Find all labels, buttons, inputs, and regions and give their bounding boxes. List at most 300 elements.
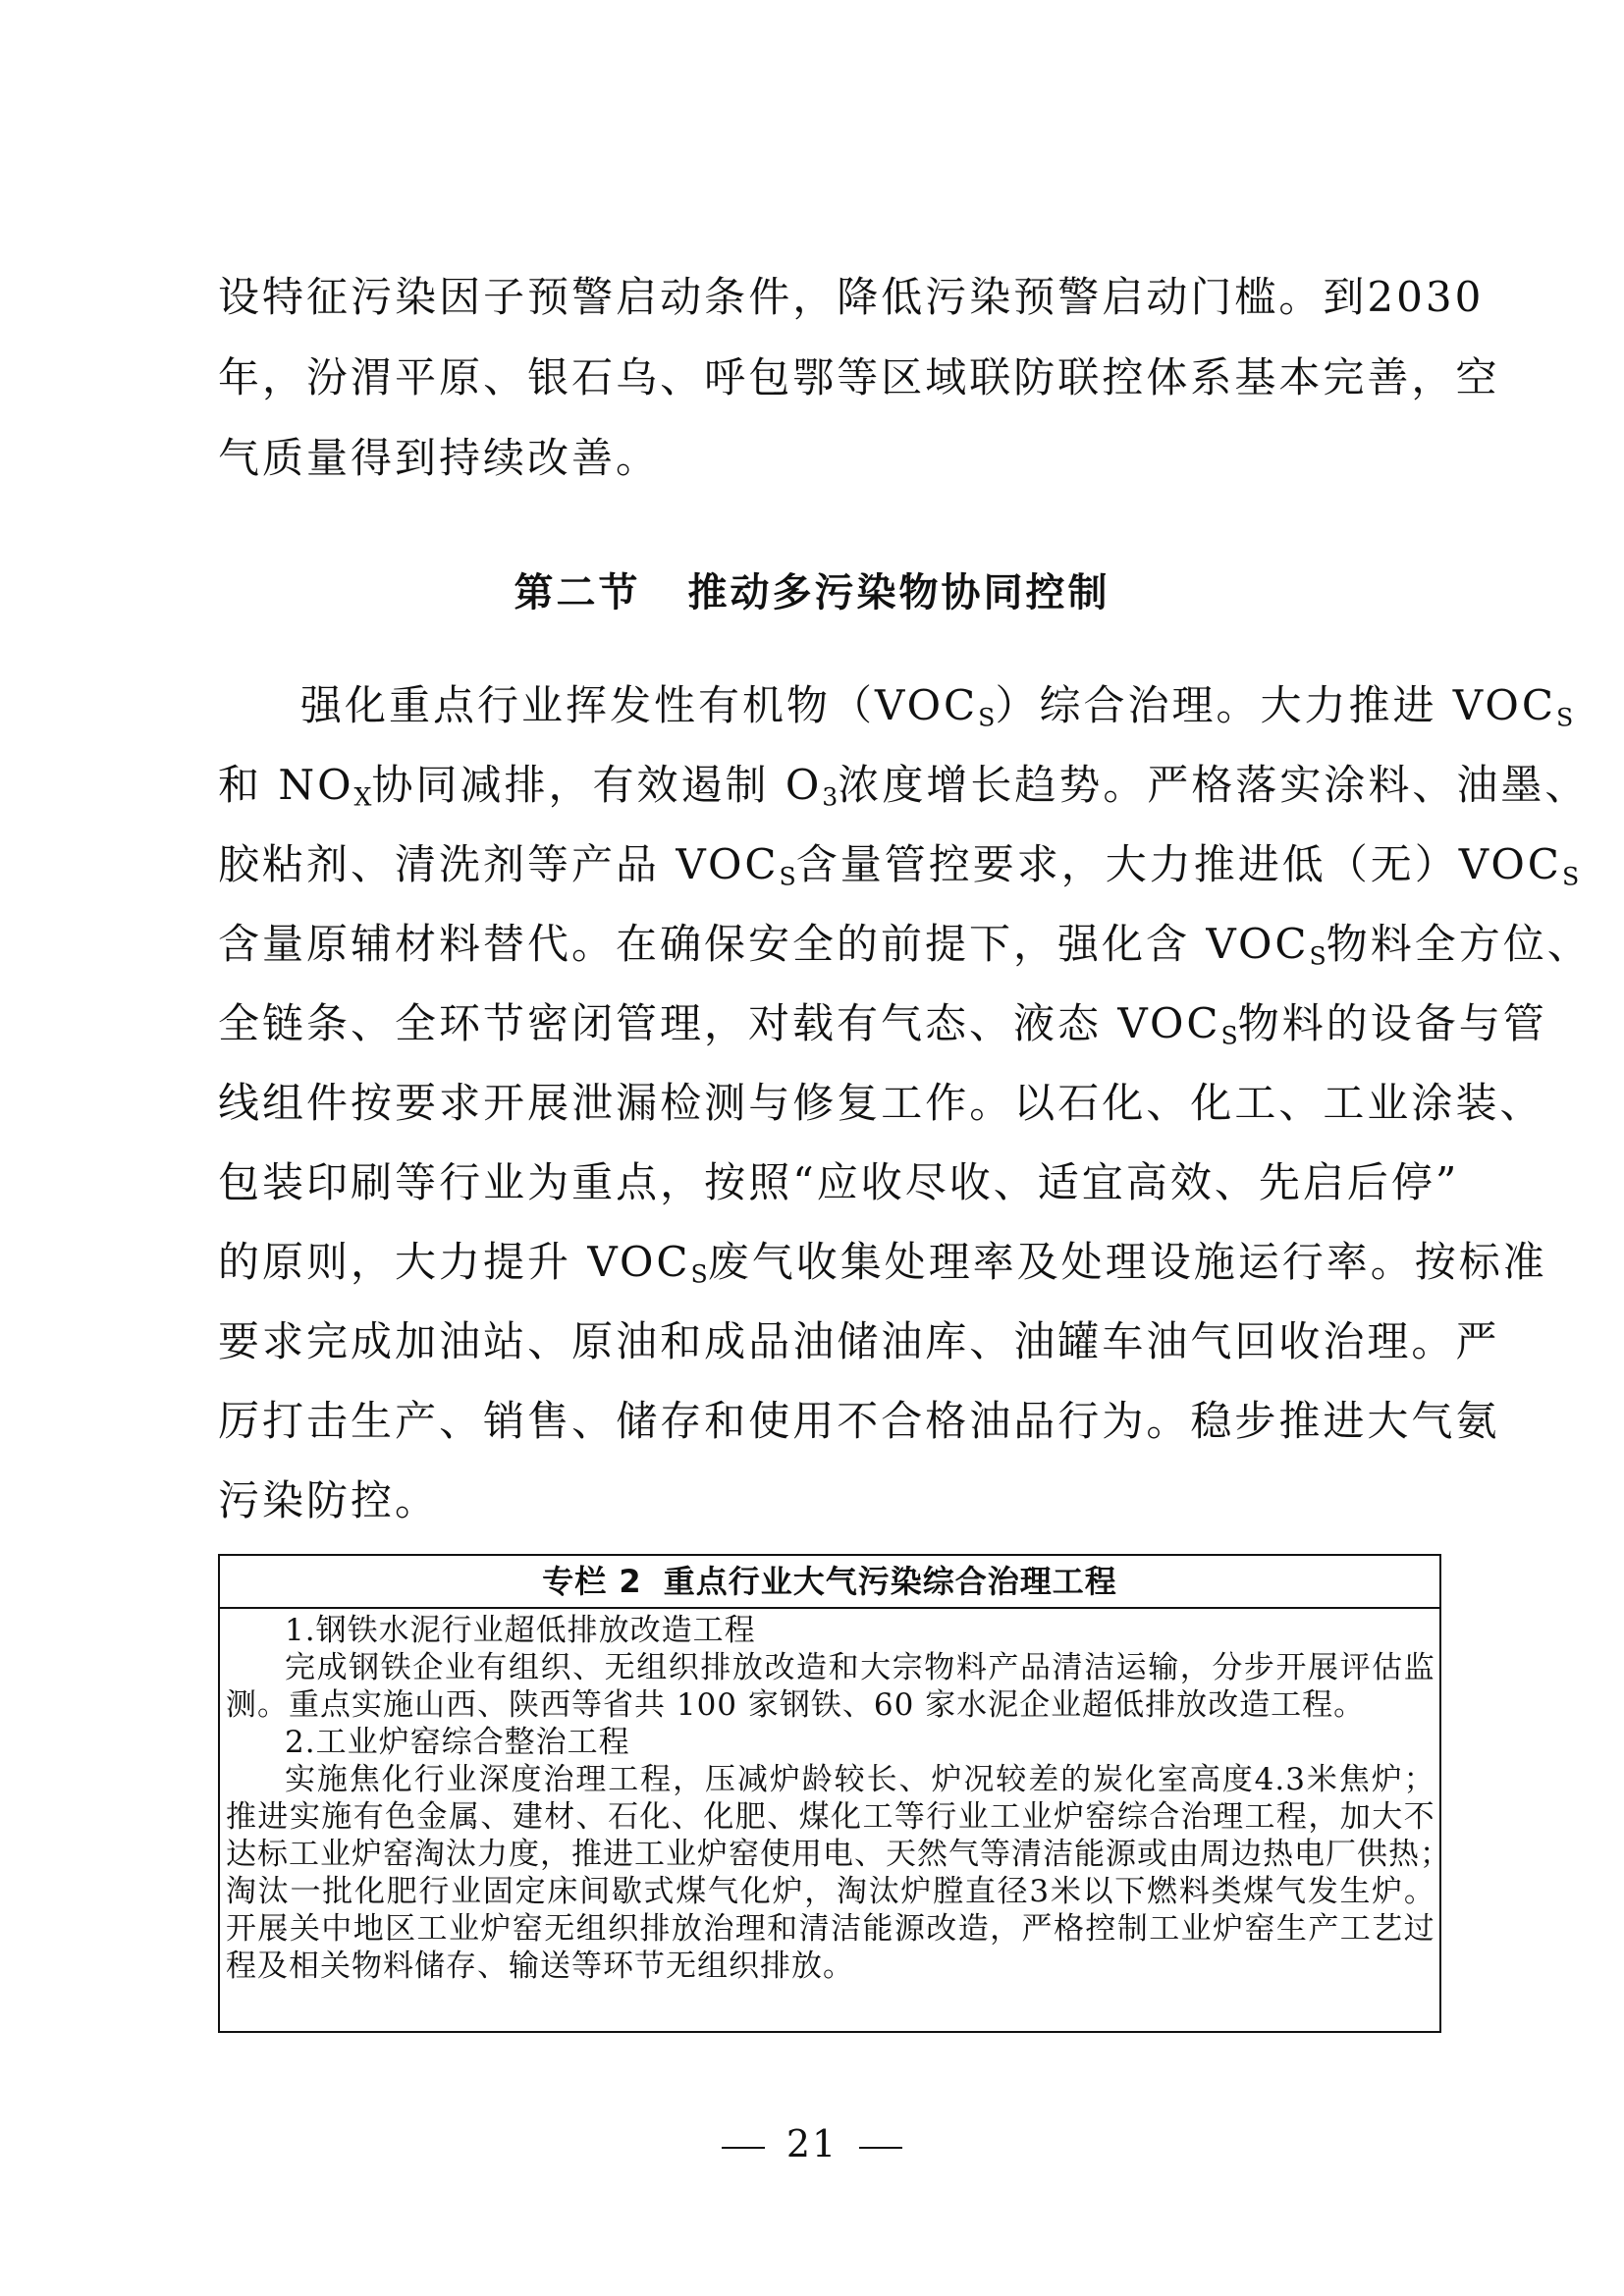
glyph: 供 [1357, 1837, 1388, 1872]
glyph: 启 [1102, 273, 1147, 321]
glyph: 等 [395, 1158, 440, 1206]
glyph: 漏 [616, 1079, 661, 1127]
glyph: 原 [571, 1317, 617, 1365]
glyph: 域 [925, 353, 970, 401]
glyph: 适 [1037, 1158, 1082, 1206]
glyph: 开 [226, 1911, 257, 1947]
glyph: 油 [792, 1317, 838, 1365]
glyph: 洁 [1043, 1837, 1074, 1872]
glyph: 化 [831, 1799, 863, 1835]
glyph: 工 [1339, 1911, 1372, 1947]
glyph: 厂 [1326, 1837, 1357, 1872]
body-line: 胶粘剂、清洗剂等产品 $VOC_S$含量管控要求，大力推进低（无）$VOC_S$ [218, 840, 1580, 891]
glyph: 防 [1013, 353, 1058, 401]
glyph: 石 [1057, 1079, 1103, 1127]
glyph: 本 [1278, 353, 1324, 401]
glyph: 源 [893, 1911, 926, 1947]
glyph: 产 [395, 1397, 440, 1445]
glyph: 窑 [1085, 1799, 1117, 1835]
glyph: 程 [1275, 1799, 1308, 1835]
glyph: 工 [881, 1079, 926, 1127]
glyph: 不 [1403, 1799, 1435, 1835]
glyph: 呼 [704, 353, 749, 401]
glyph: 线 [218, 1079, 263, 1127]
glyph: ， [792, 273, 838, 321]
box-line [226, 1910, 1435, 1948]
glyph: 等 [837, 353, 882, 401]
glyph: 汰 [257, 1874, 290, 1909]
glyph: 和 [660, 1317, 705, 1365]
glyph: 实 [285, 1762, 316, 1797]
glyph: 长 [866, 1762, 898, 1797]
glyph: 业 [483, 1158, 528, 1206]
glyph: 步 [1243, 1650, 1275, 1685]
glyph: 使 [760, 1837, 791, 1872]
glyph: 炭 [1093, 1762, 1125, 1797]
glyph: ， [1308, 1799, 1340, 1835]
glyph: 库 [925, 1317, 970, 1365]
glyph: 渭 [351, 353, 396, 401]
glyph: 先 [1258, 1158, 1303, 1206]
glyph: 的 [1060, 1762, 1093, 1797]
body-line [218, 1076, 1544, 1131]
glyph: 气 [1274, 1874, 1307, 1909]
glyph: 装 [262, 1158, 307, 1206]
glyph: 成 [316, 1650, 349, 1685]
glyph: 气 [708, 1874, 740, 1909]
glyph: 达 [226, 1837, 257, 1872]
box-subheading: 1.钢铁水泥行业超低排放改造工程 [285, 1613, 756, 1648]
glyph: 成 [704, 1317, 749, 1365]
glyph: 推 [1278, 1397, 1324, 1445]
glyph: 严 [1455, 1317, 1500, 1365]
glyph: 米 [1050, 1874, 1082, 1909]
glyph: 打 [262, 1397, 307, 1445]
glyph: 属 [448, 1799, 480, 1835]
glyph: 体 [1146, 353, 1191, 401]
glyph: 。 [969, 1079, 1014, 1127]
glyph: 复 [837, 1079, 882, 1127]
body-line [218, 1394, 1500, 1449]
glyph: 发 [1307, 1874, 1339, 1909]
glyph: 车 [1102, 1317, 1147, 1365]
glyph: 油 [439, 1317, 484, 1365]
glyph: 年 [218, 353, 263, 401]
glyph: 业 [1180, 1911, 1213, 1947]
glyph: 征 [306, 273, 352, 321]
glyph: 求 [439, 1079, 484, 1127]
glyph: 造 [796, 1650, 828, 1685]
glyph: 窑 [383, 1837, 414, 1872]
glyph: 刷 [351, 1158, 396, 1206]
glyph: 业 [666, 1837, 697, 1872]
glyph: 。 [1411, 1317, 1456, 1365]
glyph: 高 [1125, 1158, 1170, 1206]
body-line: 的原则，大力提升 $VOC_S$废气收集处理率及处理设施运行率。按标准 [218, 1238, 1547, 1289]
glyph: 作 [925, 1079, 970, 1127]
glyph: 厉 [218, 1397, 263, 1445]
glyph: 理 [734, 1911, 767, 1947]
glyph: 槛 [1234, 273, 1279, 321]
glyph: 4.3 [1254, 1762, 1306, 1797]
glyph: 监 [1403, 1650, 1435, 1685]
glyph: 不 [837, 1397, 882, 1445]
glyph: 件 [306, 1079, 352, 1127]
glyph: 改 [764, 1650, 796, 1685]
glyph: ； [1420, 1837, 1451, 1872]
feature-box-title [220, 1556, 1439, 1609]
glyph: 压 [704, 1762, 736, 1797]
glyph: 合 [881, 1397, 926, 1445]
glyph: ， [1179, 1650, 1212, 1685]
glyph: 生 [1339, 1874, 1372, 1909]
glyph: 关 [289, 1911, 321, 1947]
glyph: 产 [1308, 1911, 1340, 1947]
glyph: 特 [262, 273, 307, 321]
glyph: 子 [483, 273, 528, 321]
glyph: 焦 [1338, 1762, 1371, 1797]
glyph: 然 [917, 1837, 948, 1872]
glyph: 能 [862, 1911, 894, 1947]
glyph: 进 [603, 1837, 634, 1872]
glyph: 印 [306, 1158, 352, 1206]
glyph: 、 [571, 1397, 617, 1445]
glyph: 床 [547, 1874, 579, 1909]
glyph: 进 [257, 1799, 290, 1835]
glyph: 清 [1011, 1837, 1043, 1872]
glyph: 工 [1244, 1799, 1276, 1835]
glyph: 启 [616, 273, 661, 321]
glyph: 室 [1157, 1762, 1189, 1797]
glyph: 业 [1367, 1079, 1412, 1127]
glyph: 窑 [1244, 1911, 1276, 1947]
glyph: 度 [1221, 1762, 1254, 1797]
glyph: 化 [1190, 1079, 1235, 1127]
glyph: 预 [1013, 273, 1058, 321]
glyph: 业 [1021, 1799, 1054, 1835]
glyph: 化 [703, 1799, 735, 1835]
glyph: 完 [306, 1317, 352, 1365]
glyph: 放 [671, 1911, 703, 1947]
glyph: 测 [704, 1079, 749, 1127]
glyph: 联 [969, 353, 1014, 401]
glyph: 组 [575, 1911, 608, 1947]
glyph: 石 [608, 1799, 640, 1835]
glyph: 展 [257, 1911, 290, 1947]
glyph: 煤 [798, 1799, 831, 1835]
glyph: 大 [1367, 1397, 1412, 1445]
glyph: 边 [1231, 1837, 1263, 1872]
glyph: 门 [1190, 273, 1235, 321]
glyph: 炉 [1372, 1874, 1404, 1909]
glyph: 用 [792, 1397, 838, 1445]
intro-line [218, 350, 1500, 405]
glyph: 控 [1085, 1911, 1117, 1947]
glyph: 织 [540, 1650, 572, 1685]
glyph: 化 [353, 1874, 386, 1909]
glyph: 理 [1213, 1799, 1245, 1835]
body-line [218, 1155, 1460, 1210]
glyph: 定 [514, 1874, 547, 1909]
glyph: 行 [926, 1799, 958, 1835]
glyph: 钢 [349, 1650, 381, 1685]
glyph: 、 [1278, 1079, 1324, 1127]
glyph: 系 [1190, 353, 1235, 401]
glyph: 预 [527, 273, 572, 321]
glyph: 包 [218, 1158, 263, 1206]
glyph: 气 [1411, 1397, 1456, 1445]
glyph: 气 [948, 1837, 980, 1872]
box-subheading: 2.工业炉窑综合整治工程 [285, 1725, 630, 1760]
glyph: 米 [1306, 1762, 1338, 1797]
glyph: 乌 [616, 353, 661, 401]
intro-line: 气质量得到持续改善。 [218, 434, 661, 482]
glyph: 击 [306, 1397, 352, 1445]
box-line [285, 1649, 1435, 1686]
glyph: 运 [1115, 1650, 1148, 1685]
glyph: 织 [668, 1650, 700, 1685]
glyph: 较 [834, 1762, 866, 1797]
glyph: 标 [257, 1837, 289, 1872]
glyph: 改 [926, 1911, 958, 1947]
glyph: 油 [1146, 1317, 1191, 1365]
glyph: 空 [1455, 353, 1500, 401]
glyph: 放 [731, 1650, 764, 1685]
glyph: 警 [571, 273, 617, 321]
glyph: 洁 [1084, 1650, 1116, 1685]
glyph: 和 [704, 1397, 749, 1445]
glyph: 要 [395, 1079, 440, 1127]
glyph: 和 [767, 1911, 799, 1947]
glyph: 料 [1178, 1874, 1211, 1909]
body-line: 全链条、全环节密闭管理，对载有气态、液态 $VOC_S$物料的设备与管 [218, 999, 1547, 1050]
glyph: 品 [1019, 1650, 1052, 1685]
glyph: 为 [527, 1158, 572, 1206]
glyph: 炉 [1371, 1762, 1403, 1797]
glyph: 中 [321, 1911, 353, 1947]
glyph: 设 [218, 273, 263, 321]
glyph: 照 [748, 1158, 793, 1206]
glyph: 炉 [1213, 1911, 1245, 1947]
glyph: 焦 [349, 1762, 381, 1797]
glyph: 业 [448, 1911, 480, 1947]
glyph: 排 [639, 1911, 672, 1947]
box-line: 测。重点实施山西、陕西等省共 100 家钢铁、60 家水泥企业超低排放改造工程。 [226, 1687, 1366, 1723]
glyph: 、 [1146, 1079, 1191, 1127]
glyph: 泄 [571, 1079, 617, 1127]
glyph: 件 [748, 273, 793, 321]
glyph: 以 [1013, 1079, 1058, 1127]
glyph: 、 [671, 1799, 703, 1835]
glyph: 类 [1211, 1874, 1243, 1909]
glyph: 有 [352, 1799, 385, 1835]
glyph: 程 [640, 1762, 673, 1797]
glyph: 行 [439, 1158, 484, 1206]
glyph: 固 [482, 1874, 514, 1909]
page-footer [0, 2122, 1624, 2165]
box-line [285, 1761, 1435, 1798]
glyph: 减 [736, 1762, 769, 1797]
glyph: 3 [1029, 1874, 1051, 1909]
glyph: 步 [1234, 1397, 1279, 1445]
glyph: ， [262, 353, 307, 401]
glyph: 、 [898, 1762, 931, 1797]
glyph: 治 [1323, 1317, 1368, 1365]
glyph: 工 [1234, 1079, 1279, 1127]
glyph: 较 [996, 1762, 1028, 1797]
glyph: 电 [1294, 1837, 1326, 1872]
glyph: 组 [262, 1079, 307, 1127]
glyph: 分 [1212, 1650, 1244, 1685]
glyph: 停 [1390, 1158, 1435, 1206]
glyph: 等 [893, 1799, 926, 1835]
glyph: 降 [837, 273, 882, 321]
glyph: 、 [483, 353, 528, 401]
glyph: 、 [575, 1799, 608, 1835]
glyph: 汾 [306, 353, 352, 401]
glyph: 完 [1323, 353, 1368, 401]
glyph: 、 [993, 1158, 1038, 1206]
glyph: 热 [1263, 1837, 1294, 1872]
box-line [226, 1873, 1435, 1910]
glyph: ， [673, 1762, 705, 1797]
glyph: 行 [1057, 1397, 1103, 1445]
glyph: 业 [451, 1874, 483, 1909]
glyph: 炉 [697, 1837, 729, 1872]
glyph: 。 [1278, 273, 1324, 321]
glyph: 工 [634, 1837, 666, 1872]
glyph: 原 [439, 353, 484, 401]
glyph: 油 [969, 1397, 1014, 1445]
glyph: 治 [703, 1911, 735, 1947]
glyph: 龄 [801, 1762, 834, 1797]
glyph: 生 [351, 1397, 396, 1445]
glyph: 生 [1275, 1911, 1308, 1947]
glyph: 油 [616, 1317, 661, 1365]
glyph: 炉 [1053, 1799, 1085, 1835]
body-line [218, 1314, 1500, 1369]
glyph: 行 [413, 1762, 446, 1797]
glyph: 炉 [480, 1911, 513, 1947]
glyph: 收 [948, 1158, 994, 1206]
glyph: 联 [1057, 353, 1103, 401]
page-number: 21 [785, 2122, 839, 2165]
glyph: 。 [1146, 1397, 1191, 1445]
glyph: 、 [854, 1837, 886, 1872]
glyph: 要 [218, 1317, 263, 1365]
glyph: 宗 [892, 1650, 924, 1685]
glyph: 差 [1028, 1762, 1060, 1797]
glyph: 间 [579, 1874, 612, 1909]
glyph: 使 [748, 1397, 793, 1445]
glyph: 鄂 [792, 353, 838, 401]
glyph: 染 [395, 273, 440, 321]
glyph: 工 [990, 1799, 1022, 1835]
glyph: 况 [963, 1762, 996, 1797]
glyph: 展 [527, 1079, 572, 1127]
glyph: 尽 [904, 1158, 949, 1206]
glyph: 天 [886, 1837, 917, 1872]
glyph: 产 [988, 1650, 1020, 1685]
glyph: 业 [957, 1799, 990, 1835]
glyph: 2030 [1367, 273, 1485, 321]
glyph: 工 [1323, 1079, 1368, 1127]
glyph: 汰 [446, 1837, 477, 1872]
glyph: 储 [837, 1317, 882, 1365]
glyph: 膛 [933, 1874, 965, 1909]
body-line: 含量原辅材料替代。在确保安全的前提下，强化含 $VOC_S$物料全方位、 [218, 920, 1592, 971]
section-title: 推动多污染物协同控制 [687, 570, 1110, 615]
glyph: 效 [1169, 1158, 1215, 1206]
glyph: 应 [816, 1158, 861, 1206]
footer-dash-right [859, 2147, 902, 2149]
glyph: 燃 [1147, 1874, 1179, 1909]
glyph: 制 [1116, 1911, 1149, 1947]
glyph: 控 [1102, 353, 1147, 401]
glyph: 、 [572, 1650, 605, 1685]
glyph: 治 [543, 1762, 575, 1797]
glyph: 修 [792, 1079, 838, 1127]
glyph: 业 [446, 1762, 478, 1797]
glyph: 一 [290, 1874, 322, 1909]
glyph: 推 [226, 1799, 257, 1835]
glyph: 启 [1302, 1158, 1347, 1206]
glyph: 高 [1189, 1762, 1221, 1797]
glyph: 无 [544, 1911, 576, 1947]
glyph: 品 [1013, 1397, 1058, 1445]
glyph: 式 [643, 1874, 676, 1909]
glyph: 以 [1082, 1874, 1114, 1909]
glyph: 为 [1102, 1397, 1147, 1445]
section-number: 第二节 [514, 570, 641, 615]
glyph: 与 [748, 1079, 793, 1127]
box-line: 程及相关物料储存、输送等环节无组织排放。 [226, 1949, 854, 1984]
glyph: 组 [636, 1650, 669, 1685]
glyph: 、 [660, 353, 705, 401]
glyph: 组 [508, 1650, 540, 1685]
glyph: 施 [321, 1799, 353, 1835]
glyph: 后 [1346, 1158, 1391, 1206]
glyph: 化 [1124, 1762, 1157, 1797]
glyph: 化 [1102, 1079, 1147, 1127]
glyph: 气 [1190, 1317, 1235, 1365]
glyph: ， [990, 1911, 1022, 1947]
glyph: 窑 [512, 1911, 544, 1947]
glyph: 低 [881, 273, 926, 321]
glyph: 周 [1200, 1837, 1231, 1872]
glyph: 、 [439, 1397, 484, 1445]
feature-box [218, 1554, 1451, 2033]
glyph: 污 [351, 273, 396, 321]
glyph: 成 [351, 1317, 396, 1365]
glyph: ， [804, 1874, 837, 1909]
glyph: 站 [483, 1317, 528, 1365]
glyph: 按 [704, 1158, 749, 1206]
glyph: 评 [1339, 1650, 1372, 1685]
glyph: 工 [416, 1911, 449, 1947]
glyph: 下 [1114, 1874, 1147, 1909]
glyph: 等 [980, 1837, 1011, 1872]
glyph: 收 [1278, 1317, 1324, 1365]
glyph: 平 [395, 353, 440, 401]
glyph: 求 [262, 1317, 307, 1365]
glyph: 度 [511, 1762, 543, 1797]
glyph: 炉 [352, 1837, 383, 1872]
glyph: 基 [1234, 353, 1279, 401]
glyph: 罐 [1057, 1317, 1103, 1365]
glyph: 和 [828, 1650, 860, 1685]
glyph: 宜 [1081, 1158, 1126, 1206]
